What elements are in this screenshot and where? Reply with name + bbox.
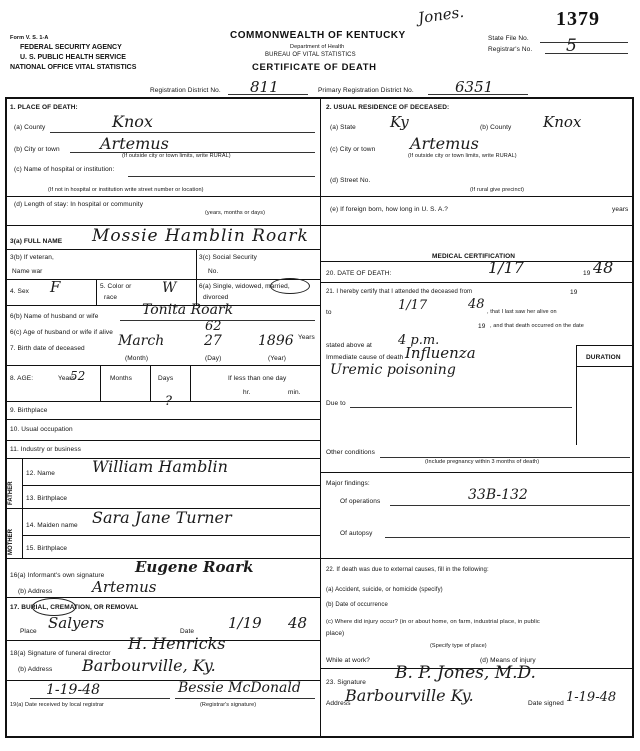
- certify-to-value: 1/17: [398, 298, 428, 313]
- street-label: (d) Street No.: [330, 177, 371, 184]
- registrar-no-value: 5: [566, 36, 577, 56]
- years-label: Years: [298, 334, 315, 341]
- agency-name: FEDERAL SECURITY AGENCY: [20, 44, 122, 51]
- duration-header: DURATION: [586, 354, 621, 361]
- full-name-label: 3(a) FULL NAME: [10, 238, 63, 245]
- certify-to-label: to: [326, 309, 332, 316]
- color-value: W: [162, 280, 177, 296]
- foreign-units: years: [612, 206, 629, 213]
- top-handwritten-note: Jones.: [416, 2, 466, 28]
- mother-side-label: MOTHER: [8, 529, 14, 555]
- informant-address-value: Artemus: [92, 578, 157, 596]
- service-name: U. S. PUBLIC HEALTH SERVICE: [20, 54, 126, 61]
- commonwealth-heading: COMMONWEALTH OF KENTUCKY: [230, 30, 406, 41]
- sex-label: 4. Sex: [10, 288, 30, 295]
- burial-place-label: Place: [20, 628, 37, 635]
- age-years-value: 52: [70, 369, 86, 383]
- last-saw-text: , that I last saw her alive on: [487, 309, 557, 315]
- birthplace-value: ?: [165, 394, 172, 409]
- state-file-label: State File No.: [488, 35, 529, 42]
- birth-month-value: March: [118, 333, 165, 349]
- death-year-prefix: 19: [583, 270, 591, 277]
- immediate-cause-value: Influenza: [405, 344, 476, 362]
- medical-cert-heading: MEDICAL CERTIFICATION: [432, 253, 516, 260]
- date-signed-value: 1-19-48: [566, 690, 617, 705]
- bureau-name: BUREAU OF VITAL STATISTICS: [265, 52, 356, 58]
- hr-label: hr.: [243, 389, 251, 396]
- accident-label: (a) Accident, suicide, or homicide (specify): [326, 587, 443, 593]
- death-county-value: Knox: [112, 112, 153, 131]
- father-birthplace-label: 13. Birthplace: [26, 495, 68, 502]
- less-than-day-label: If less than one day: [228, 375, 287, 382]
- death-city-label: (b) City or town: [14, 146, 60, 153]
- mother-maiden-label: 14. Maiden name: [26, 522, 78, 529]
- hospital-note: (If not in hospital or institution write street number or location): [48, 187, 204, 193]
- state-value: Ky: [390, 113, 409, 131]
- father-name-label: 12. Name: [26, 470, 55, 477]
- due-to-label: Due to: [326, 400, 346, 407]
- death-occurred-text: , and that death occurred on the date: [490, 323, 584, 329]
- informant-value: Eugene Roark: [135, 558, 254, 576]
- physician-address-value: Barbourville Ky.: [345, 686, 474, 705]
- director-address-value: Barbourville, Ky.: [82, 656, 216, 675]
- signature-label: 23. Signature: [326, 679, 366, 686]
- burial-heading: 17. BURIAL, CREMATION, OR REMOVAL: [10, 604, 139, 611]
- mother-maiden-value: Sara Jane Turner: [92, 508, 232, 527]
- birth-day-value: 27: [204, 333, 222, 349]
- age-label: 8. AGE:: [10, 375, 34, 382]
- state-label: (a) State: [330, 124, 356, 131]
- residence-city-note: (If outside city or town limits, write RURAL): [408, 153, 517, 159]
- marital-label: 6(a) Single, widowed, married,: [199, 283, 290, 290]
- father-name-value: William Hamblin: [92, 457, 228, 476]
- ssn-label-2: No.: [208, 268, 219, 275]
- occurrence-date-label: (b) Date of occurrence: [326, 602, 388, 608]
- sex-value: F: [50, 278, 61, 296]
- physician-address-label: Address: [326, 700, 351, 707]
- while-at-work-label: While at work?: [326, 657, 371, 664]
- informant-label: 16(a) Informant's own signature: [10, 572, 105, 579]
- foreign-born-label: (e) If foreign born, how long in U. S. A.?: [330, 206, 449, 213]
- form-border-right: [632, 97, 634, 737]
- father-side-label: FATHER: [8, 481, 14, 505]
- registrar-signature-value: Bessie McDonald: [178, 680, 301, 696]
- death-city-note: (If outside city or town limits, write RURAL): [122, 153, 231, 159]
- operations-label: Of operations: [340, 498, 381, 505]
- hospital-label: (c) Name of hospital or institution:: [14, 166, 115, 173]
- form-number: Form V. S. 1-A: [10, 35, 49, 41]
- other-conditions-label: Other conditions: [326, 449, 375, 456]
- residence-county-label: (b) County: [480, 124, 512, 131]
- age-years-label: Years: [58, 375, 75, 382]
- certify-to-year: 48: [468, 297, 485, 312]
- husband-age-value: 62: [205, 319, 222, 334]
- autopsy-label: Of autopsy: [340, 530, 373, 537]
- operations-value: 33B-132: [468, 487, 528, 503]
- marital-label-2: divorced: [203, 294, 229, 301]
- physician-signature: B. P. Jones, M.D.: [395, 663, 536, 683]
- year-caption: (Year): [268, 355, 287, 362]
- means-of-injury-label: (d) Means of injury: [480, 657, 536, 664]
- death-city-value: Artemus: [100, 134, 169, 153]
- occupation-label: 10. Usual occupation: [10, 426, 73, 433]
- death-year-value: 48: [593, 258, 614, 277]
- date-signed-label: Date signed: [528, 700, 564, 707]
- external-causes-label: 22. If death was due to external causes, fill in the following:: [326, 567, 489, 573]
- residence-city-value: Artemus: [410, 134, 479, 153]
- date-of-death-label: 20. DATE OF DEATH:: [326, 270, 392, 277]
- birth-date-label: 7. Birth date of deceased: [10, 345, 85, 352]
- war-label: Name war: [12, 268, 43, 275]
- stamp-number: 1379: [556, 8, 600, 30]
- stay-label: (d) Length of stay: In hospital or community: [14, 201, 144, 208]
- reg-district-value: 811: [250, 78, 279, 96]
- race-label: race: [104, 294, 118, 301]
- month-caption: (Month): [125, 355, 149, 362]
- office-name: NATIONAL OFFICE VITAL STATISTICS: [10, 64, 137, 71]
- specify-place-note: (Specify type of place): [430, 643, 487, 649]
- birthplace-label: 9. Birthplace: [10, 407, 48, 414]
- document-title: CERTIFICATE OF DEATH: [252, 62, 377, 73]
- director-address-label: (b) Address: [18, 666, 53, 673]
- min-label: min.: [288, 389, 301, 396]
- received-date-value: 1-19-48: [46, 682, 100, 698]
- registrar-signature-label: (Registrar's signature): [200, 702, 257, 708]
- immediate-cause-value-2: Uremic poisoning: [330, 362, 456, 378]
- informant-address-label: (b) Address: [18, 588, 53, 595]
- department-name: Department of Health: [290, 44, 345, 50]
- ssn-label: 3(c) Social Security: [199, 254, 257, 261]
- certify-text: 21. I hereby certify that I attended the deceased from: [326, 289, 473, 295]
- certify-from-prefix: 19: [570, 289, 578, 296]
- death-county-label: (a) County: [14, 124, 46, 131]
- burial-year-value: 48: [288, 614, 308, 632]
- received-date-label: 19(a) Date received by local registrar: [10, 702, 104, 708]
- immediate-cause-label: Immediate cause of death: [326, 354, 404, 361]
- major-findings-label: Major findings:: [326, 480, 370, 487]
- months-label: Months: [110, 375, 132, 382]
- reg-district-label: Registration District No.: [150, 87, 221, 94]
- full-name-value: Mossie Hamblin Roark: [92, 226, 309, 246]
- burial-date-value: 1/19: [228, 614, 262, 632]
- burial-place-value: Salyers: [48, 614, 105, 632]
- street-note: (If rural give precinct): [470, 187, 525, 193]
- center-divider: [320, 97, 321, 737]
- registrar-no-label: Registrar's No.: [488, 46, 533, 53]
- time-of-death-value: 4 p.m.: [398, 333, 440, 348]
- stay-units: (years, months or days): [205, 210, 266, 216]
- day-caption: (Day): [205, 355, 222, 362]
- residence-city-label: (c) City or town: [330, 146, 376, 153]
- injury-place-label: (c) Where did injury occur? (in or about home, on farm, industrial place, in public: [326, 619, 540, 625]
- stated-above-label: stated above at: [326, 342, 372, 349]
- industry-label: 11. Industry or business: [10, 446, 81, 453]
- married-circle: [270, 278, 310, 294]
- pregnancy-note: (Include pregnancy within 3 months of death): [425, 459, 540, 465]
- husband-label: 6(b) Name of husband or wife: [10, 313, 99, 320]
- primary-reg-value: 6351: [455, 78, 494, 96]
- husband-value: Tonita Roark: [142, 302, 234, 318]
- burial-date-label: Date: [180, 628, 195, 635]
- husband-age-label: 6(c) Age of husband or wife if alive: [10, 329, 113, 336]
- veteran-label: 3(b) If veteran,: [10, 254, 54, 261]
- injury-place-label-2: place): [326, 630, 345, 637]
- form-border-left: [5, 97, 7, 737]
- date-of-death-value: 1/17: [488, 258, 524, 277]
- color-label: 5. Color or: [100, 283, 132, 290]
- director-label: 18(a) Signature of funeral director: [10, 650, 111, 657]
- mother-birthplace-label: 15. Birthplace: [26, 545, 68, 552]
- primary-reg-label: Primary Registration District No.: [318, 87, 414, 94]
- birth-year-value: 1896: [258, 333, 294, 349]
- place-of-death-heading: 1. PLACE OF DEATH:: [10, 104, 78, 111]
- and-that-year: 19: [478, 323, 486, 330]
- days-label: Days: [158, 375, 174, 382]
- residence-county-value: Knox: [543, 113, 582, 131]
- director-value: H. Henricks: [128, 634, 226, 653]
- residence-heading: 2. USUAL RESIDENCE OF DECEASED:: [326, 104, 450, 111]
